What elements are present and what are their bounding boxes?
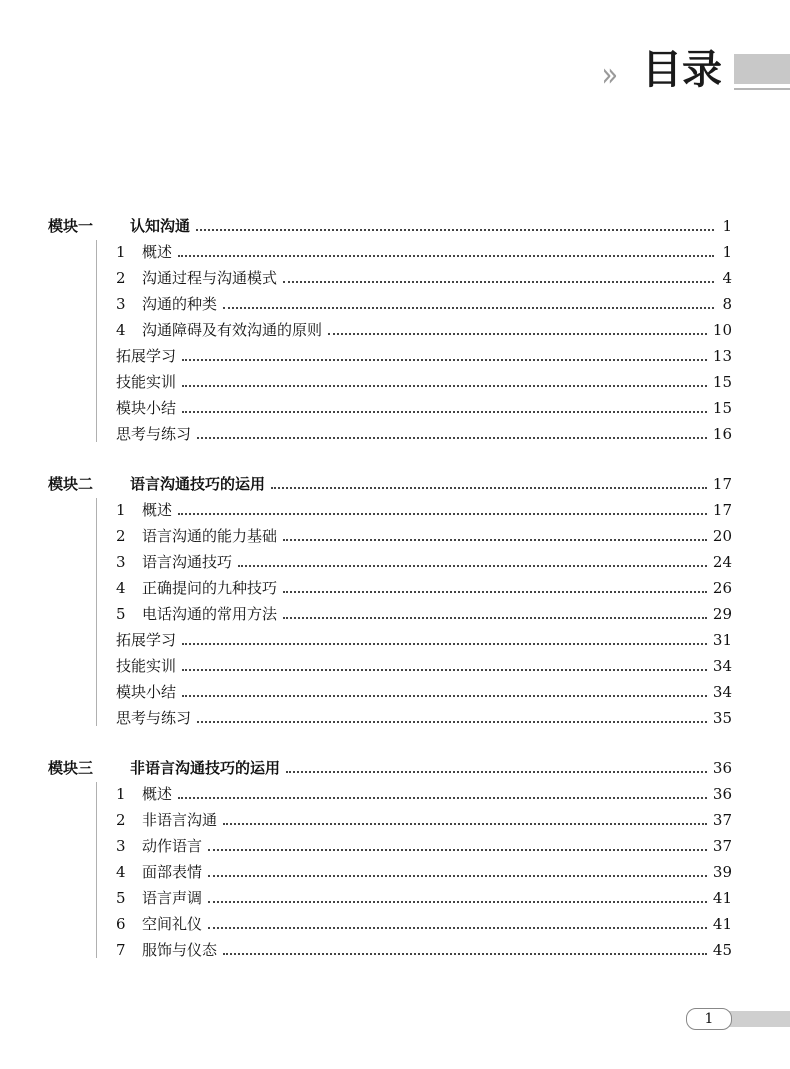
entry-title: 模块小结 xyxy=(116,399,177,417)
entry-title: 正确提问的九种技巧 xyxy=(142,579,278,597)
entry-title: 非语言沟通 xyxy=(142,811,218,829)
page-number: 26 xyxy=(712,579,732,597)
dot-leader xyxy=(328,333,707,335)
dot-leader xyxy=(208,927,707,929)
toc-header xyxy=(590,40,790,100)
toc-module-1[interactable] xyxy=(48,214,732,236)
page-number: 37 xyxy=(712,837,732,855)
entry-title: 技能实训 xyxy=(116,657,177,675)
dot-leader xyxy=(208,901,707,903)
page-title: 目录 xyxy=(642,47,722,93)
module-divider-line xyxy=(96,240,97,442)
toc-entry[interactable] xyxy=(116,938,732,960)
entry-title: 拓展学习 xyxy=(116,347,177,365)
toc-entry[interactable] xyxy=(116,860,732,882)
toc-entry[interactable] xyxy=(116,396,732,418)
page-number: 34 xyxy=(712,683,732,701)
entry-number: 7 xyxy=(116,941,126,959)
dot-leader xyxy=(182,385,707,387)
module-label: 模块一 xyxy=(48,217,94,235)
module-divider-line xyxy=(96,782,97,958)
toc-entry[interactable] xyxy=(116,292,732,314)
page-number: 36 xyxy=(712,759,732,777)
page-number: 15 xyxy=(712,373,732,391)
entry-number: 2 xyxy=(116,811,126,829)
entry-title: 语言声调 xyxy=(142,889,203,907)
toc-entry[interactable] xyxy=(116,550,732,572)
header-decor-line xyxy=(734,88,790,90)
entry-title: 模块小结 xyxy=(116,683,177,701)
header-decor-bar xyxy=(734,54,790,84)
double-chevron-icon: » xyxy=(601,55,614,95)
entry-number: 4 xyxy=(116,579,126,597)
toc-entry[interactable] xyxy=(116,498,732,520)
dot-leader xyxy=(178,513,707,515)
dot-leader xyxy=(178,797,707,799)
entry-number: 5 xyxy=(116,605,126,623)
entry-number: 4 xyxy=(116,321,126,339)
toc-entry[interactable] xyxy=(116,524,732,546)
toc-entry[interactable] xyxy=(116,654,732,676)
entry-title: 沟通过程与沟通模式 xyxy=(142,269,278,287)
dot-leader xyxy=(208,849,707,851)
dot-leader xyxy=(197,721,707,723)
entry-number: 5 xyxy=(116,889,126,907)
page-number: 24 xyxy=(712,553,732,571)
module-divider-line xyxy=(96,498,97,726)
dot-leader xyxy=(223,307,714,309)
dot-leader xyxy=(223,823,707,825)
entry-title: 面部表情 xyxy=(142,863,203,881)
page-number: 41 xyxy=(712,889,732,907)
dot-leader xyxy=(182,669,707,671)
module-label: 模块三 xyxy=(48,759,94,777)
entry-number: 2 xyxy=(116,527,126,545)
page-number: 13 xyxy=(712,347,732,365)
footer-page-number: 1 xyxy=(686,1008,732,1030)
toc-entry[interactable] xyxy=(116,834,732,856)
page-number: 1 xyxy=(722,217,732,235)
entry-title: 概述 xyxy=(142,785,173,803)
dot-leader xyxy=(182,411,707,413)
page-number: 4 xyxy=(722,269,732,287)
page-number: 39 xyxy=(712,863,732,881)
entry-title: 语言沟通技巧 xyxy=(142,553,233,571)
entry-title: 沟通障碍及有效沟通的原则 xyxy=(142,321,323,339)
page-number: 20 xyxy=(712,527,732,545)
dot-leader xyxy=(182,695,707,697)
dot-leader xyxy=(178,255,714,257)
toc-module-2[interactable] xyxy=(48,472,732,494)
page-number: 36 xyxy=(712,785,732,803)
entry-title: 概述 xyxy=(142,501,173,519)
module-title: 语言沟通技巧的运用 xyxy=(130,475,266,493)
entry-number: 1 xyxy=(116,501,126,519)
entry-number: 3 xyxy=(116,295,126,313)
toc-entry[interactable] xyxy=(116,370,732,392)
page-number: 41 xyxy=(712,915,732,933)
entry-title: 服饰与仪态 xyxy=(142,941,218,959)
dot-leader xyxy=(238,565,707,567)
dot-leader xyxy=(283,539,707,541)
entry-number: 1 xyxy=(116,243,126,261)
entry-title: 技能实训 xyxy=(116,373,177,391)
module-title: 非语言沟通技巧的运用 xyxy=(130,759,281,777)
entry-title: 概述 xyxy=(142,243,173,261)
page-number: 10 xyxy=(712,321,732,339)
dot-leader xyxy=(182,359,707,361)
toc-entry[interactable] xyxy=(116,628,732,650)
dot-leader xyxy=(197,437,707,439)
entry-title: 电话沟通的常用方法 xyxy=(142,605,278,623)
toc-entry[interactable] xyxy=(116,886,732,908)
module-title: 认知沟通 xyxy=(130,217,191,235)
dot-leader xyxy=(182,643,707,645)
page-number: 8 xyxy=(722,295,732,313)
entry-title: 拓展学习 xyxy=(116,631,177,649)
toc-entry[interactable] xyxy=(116,266,732,288)
toc-entry[interactable] xyxy=(116,706,732,728)
page-number: 1 xyxy=(722,243,732,261)
entry-number: 3 xyxy=(116,837,126,855)
dot-leader xyxy=(283,591,707,593)
toc-entry[interactable] xyxy=(116,344,732,366)
page-number: 15 xyxy=(712,399,732,417)
toc-entry[interactable] xyxy=(116,808,732,830)
toc-entry[interactable] xyxy=(116,240,732,262)
page-number: 45 xyxy=(712,941,732,959)
toc-entry[interactable] xyxy=(116,576,732,598)
dot-leader xyxy=(208,875,707,877)
page-number: 37 xyxy=(712,811,732,829)
page-number: 34 xyxy=(712,657,732,675)
module-label: 模块二 xyxy=(48,475,94,493)
toc-module-3[interactable] xyxy=(48,756,732,778)
toc-entry[interactable] xyxy=(116,912,732,934)
page-footer xyxy=(686,1008,790,1030)
page-number: 17 xyxy=(712,501,732,519)
dot-leader xyxy=(196,229,714,231)
entry-title: 空间礼仪 xyxy=(142,915,203,933)
dot-leader xyxy=(271,487,707,489)
entry-title: 语言沟通的能力基础 xyxy=(142,527,278,545)
page-number: 16 xyxy=(712,425,732,443)
toc-entry[interactable] xyxy=(116,318,732,340)
dot-leader xyxy=(286,771,707,773)
dot-leader xyxy=(283,617,707,619)
toc-entry[interactable] xyxy=(116,602,732,624)
entry-number: 2 xyxy=(116,269,126,287)
entry-number: 4 xyxy=(116,863,126,881)
toc-entry[interactable] xyxy=(116,782,732,804)
toc-entry[interactable] xyxy=(116,680,732,702)
entry-title: 思考与练习 xyxy=(116,425,192,443)
entry-title: 动作语言 xyxy=(142,837,203,855)
entry-number: 6 xyxy=(116,915,126,933)
page-number: 31 xyxy=(712,631,732,649)
entry-title: 思考与练习 xyxy=(116,709,192,727)
page-number: 29 xyxy=(712,605,732,623)
toc-entry[interactable] xyxy=(116,422,732,444)
dot-leader xyxy=(223,953,707,955)
dot-leader xyxy=(283,281,714,283)
page-number: 17 xyxy=(712,475,732,493)
page-number: 35 xyxy=(712,709,732,727)
entry-number: 1 xyxy=(116,785,126,803)
entry-title: 沟通的种类 xyxy=(142,295,218,313)
entry-number: 3 xyxy=(116,553,126,571)
